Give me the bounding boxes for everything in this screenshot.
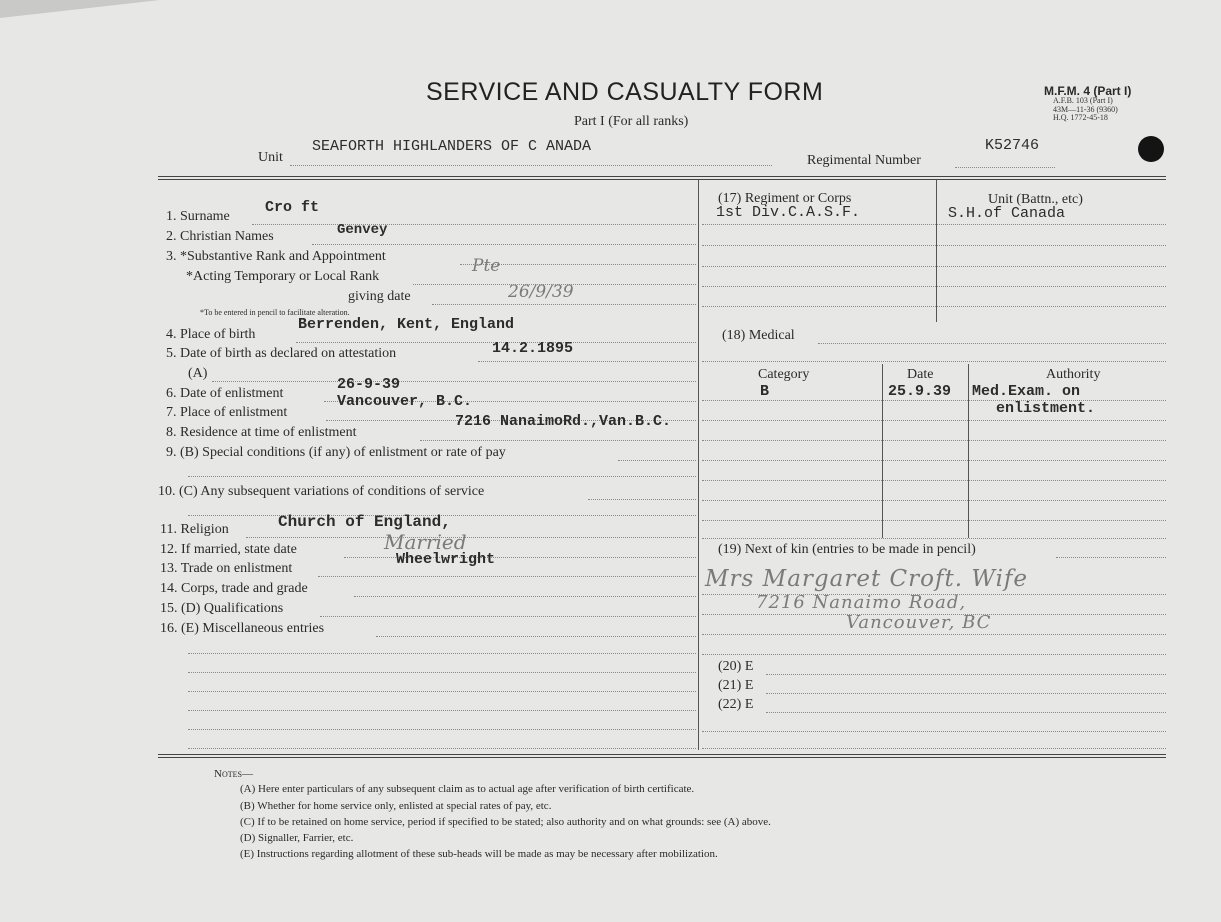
residence-label: 8. Residence at time of enlistment bbox=[166, 425, 357, 440]
religion-value: Church of England, bbox=[278, 513, 451, 531]
rank-label: 3. *Substantive Rank and Appointment bbox=[166, 249, 386, 264]
christian-names-value: Genvey bbox=[337, 222, 388, 238]
page-corner-shadow bbox=[0, 0, 160, 18]
dob-label: 5. Date of birth as declared on attestation bbox=[166, 346, 397, 361]
e21-label: (21) E bbox=[718, 678, 754, 693]
next-of-kin-line-1: Mrs Margaret Croft. Wife bbox=[705, 566, 1029, 592]
married-label: 12. If married, state date bbox=[160, 542, 297, 557]
unit-value: SEAFORTH HIGHLANDERS OF C ANADA bbox=[312, 138, 592, 155]
enlist-place-value: Vancouver, B.C. bbox=[337, 393, 473, 410]
regiment-value: 1st Div.C.A.S.F. bbox=[716, 204, 861, 221]
trade-label: 13. Trade on enlistment bbox=[160, 561, 293, 576]
dob-value: 14.2.1895 bbox=[492, 340, 574, 357]
date-label: Date bbox=[907, 367, 934, 382]
form-code-line: H.Q. 1772-45-18 bbox=[1053, 113, 1108, 122]
corps-trade-label: 14. Corps, trade and grade bbox=[160, 581, 308, 596]
birthplace-label: 4. Place of birth bbox=[166, 327, 256, 342]
variations-label: 10. (C) Any subsequent variations of conditions of service bbox=[158, 484, 485, 499]
trade-value: Wheelwright bbox=[396, 551, 496, 568]
category-value: B bbox=[760, 383, 770, 400]
religion-label: 11. Religion bbox=[160, 522, 229, 537]
form-code-line: A.F.B. 103 (Part I) bbox=[1053, 96, 1113, 105]
medical-date-value: 25.9.39 bbox=[888, 383, 952, 400]
form-code: M.F.M. 4 (Part I) bbox=[1044, 84, 1132, 98]
next-of-kin-line-3: Vancouver, BC bbox=[846, 612, 992, 633]
punch-hole bbox=[1138, 136, 1164, 162]
regiment-label: (17) Regiment or Corps bbox=[718, 191, 852, 206]
next-of-kin-label: (19) Next of kin (entries to be made in pencil) bbox=[718, 542, 976, 557]
e20-label: (20) E bbox=[718, 659, 754, 674]
residence-value: 7216 NanaimoRd.,Van.B.C. bbox=[455, 413, 672, 430]
unit-battn-label: Unit (Battn., etc) bbox=[988, 192, 1083, 207]
unit-battn-value: S.H.of Canada bbox=[948, 205, 1066, 222]
a-label: (A) bbox=[188, 366, 208, 381]
enlist-date-value: 26-9-39 bbox=[337, 376, 401, 393]
notes-heading: Notes— bbox=[214, 768, 253, 780]
e22-label: (22) E bbox=[718, 697, 754, 712]
category-label: Category bbox=[758, 367, 810, 382]
authority-value-2: enlistment. bbox=[996, 400, 1096, 417]
surname-value: Cro ft bbox=[265, 199, 320, 216]
next-of-kin-line-2: 7216 Nanaimo Road, bbox=[756, 592, 967, 613]
qualifications-label: 15. (D) Qualifications bbox=[160, 601, 284, 616]
form-part: Part I (For all ranks) bbox=[574, 114, 689, 129]
unit-label: Unit bbox=[258, 150, 283, 165]
special-conditions-label: 9. (B) Special conditions (if any) of enlistment or rate of pay bbox=[166, 445, 506, 460]
form-code-line: 43M—11-36 (9360) bbox=[1053, 104, 1118, 114]
pencil-note: *To be entered in pencil to facilitate alteration. bbox=[200, 308, 350, 317]
giving-date-label: giving date bbox=[348, 289, 411, 304]
note-e: (E) Instructions regarding allotment of these sub-heads will be made as may be necessary after mobilization. bbox=[240, 848, 718, 860]
giving-date-value: 26/9/39 bbox=[508, 282, 574, 302]
form-title: SERVICE AND CASUALTY FORM bbox=[426, 78, 824, 106]
medical-label: (18) Medical bbox=[722, 328, 795, 343]
married-value: Married bbox=[384, 530, 467, 554]
note-d: (D) Signaller, Farrier, etc. bbox=[240, 832, 354, 844]
acting-rank-label: *Acting Temporary or Local Rank bbox=[186, 269, 380, 284]
authority-value-1: Med.Exam. on bbox=[972, 383, 1081, 400]
form-code-lines bbox=[1053, 97, 1118, 123]
acting-rank-value: Pte bbox=[472, 256, 501, 276]
note-c: (C) If to be retained on home service, period if specified to be stated; also authority and on what grounds: see (A) above. bbox=[240, 816, 771, 828]
note-a: (A) Here enter particulars of any subsequent claim as to actual age after verification of birth certificate. bbox=[240, 783, 695, 795]
surname-label: 1. Surname bbox=[166, 209, 230, 224]
enlist-place-label: 7. Place of enlistment bbox=[166, 405, 288, 420]
enlist-date-label: 6. Date of enlistment bbox=[166, 386, 284, 401]
regimental-number-value: K52746 bbox=[985, 137, 1040, 154]
misc-entries-label: 16. (E) Miscellaneous entries bbox=[160, 621, 325, 636]
birthplace-value: Berrenden, Kent, England bbox=[298, 316, 515, 333]
authority-label: Authority bbox=[1046, 367, 1101, 382]
christian-names-label: 2. Christian Names bbox=[166, 229, 274, 244]
regimental-number-label: Regimental Number bbox=[807, 153, 921, 168]
note-b: (B) Whether for home service only, enlisted at special rates of pay, etc. bbox=[240, 800, 552, 812]
